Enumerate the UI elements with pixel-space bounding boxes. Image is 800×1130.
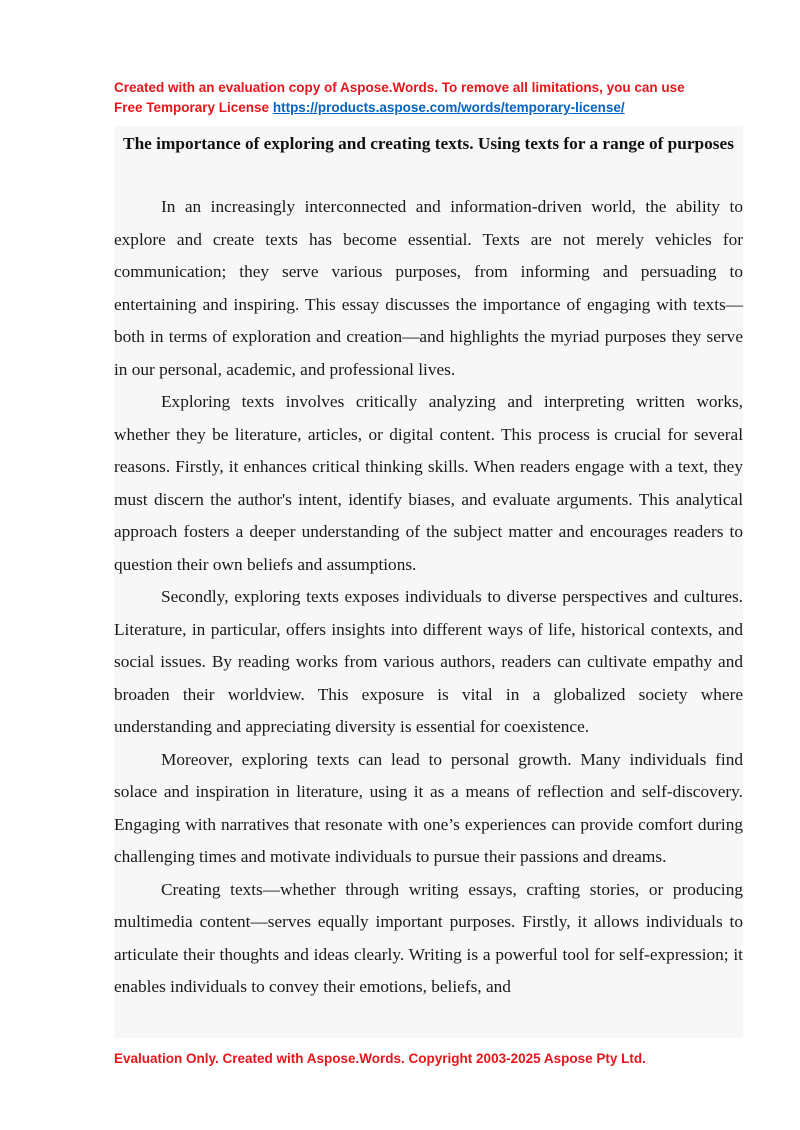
paragraph: Exploring texts involves critically analyzing and interpreting written works, whether they be literature, articles, or digital content. This process is crucial for several reasons. Firstly, it enhances critical thinking skills. When readers engage with a text, they must discern the author's intent, identify biases, and evaluate arguments. This analytical approach fosters a deeper understanding of the subject matter and encourages readers to question their own beliefs and assumptions. [114,392,743,574]
paragraph: Creating texts—whether through writing essays, crafting stories, or producing multimedia content—serves equally important purposes. Firstly, it allows individuals to articulate their thoughts and ideas clearly. Writing is a powerful tool for self-expression; it enables individuals to convey their emotions, beliefs, and [114,879,743,996]
paragraph: Secondly, exploring texts exposes individuals to diverse perspectives and cultures. Literature, in particular, offers insights into different ways of life, historical contexts, and social issues. By reading works from various authors, readers can cultivate empathy and broaden their worldview. This exposure is vital in a globalized society where understanding and appreciating diversity is essential for coexistence. [114,587,743,736]
document-title: The importance of exploring and creating texts. Using texts for a range of purposes [123,134,734,153]
paragraph: In an increasingly interconnected and information-driven world, the ability to explore and create texts has become essential. Texts are not merely vehicles for communication; they serve various purposes, from informing and persuading to entertaining and inspiring. This essay discusses the importance of engaging with texts—both in terms of exploration and creation—and highlights the myriad purposes they serve in our personal, academic, and professional lives. [114,197,743,379]
evaluation-notice-line1: Created with an evaluation copy of Aspose.Words. To remove all limitations, you can use [114,80,685,95]
evaluation-notice-top [114,78,754,118]
evaluation-notice-line2 [114,98,754,118]
document-paragraphs [114,191,743,1004]
evaluation-notice-bottom: Evaluation Only. Created with Aspose.Words. Copyright 2003-2025 Aspose Pty Ltd. [114,1051,646,1066]
temporary-license-link[interactable]: https://products.aspose.com/words/temporary-license/ [272,100,625,115]
evaluation-notice-line2-prefix: Free Temporary License [114,100,273,115]
paragraph: Moreover, exploring texts can lead to personal growth. Many individuals find solace and inspiration in literature, using it as a means of reflection and self-discovery. Engaging with narratives that resonate with one’s experiences can provide comfort during challenging times and motivate individuals to pursue their passions and dreams. [114,749,743,866]
